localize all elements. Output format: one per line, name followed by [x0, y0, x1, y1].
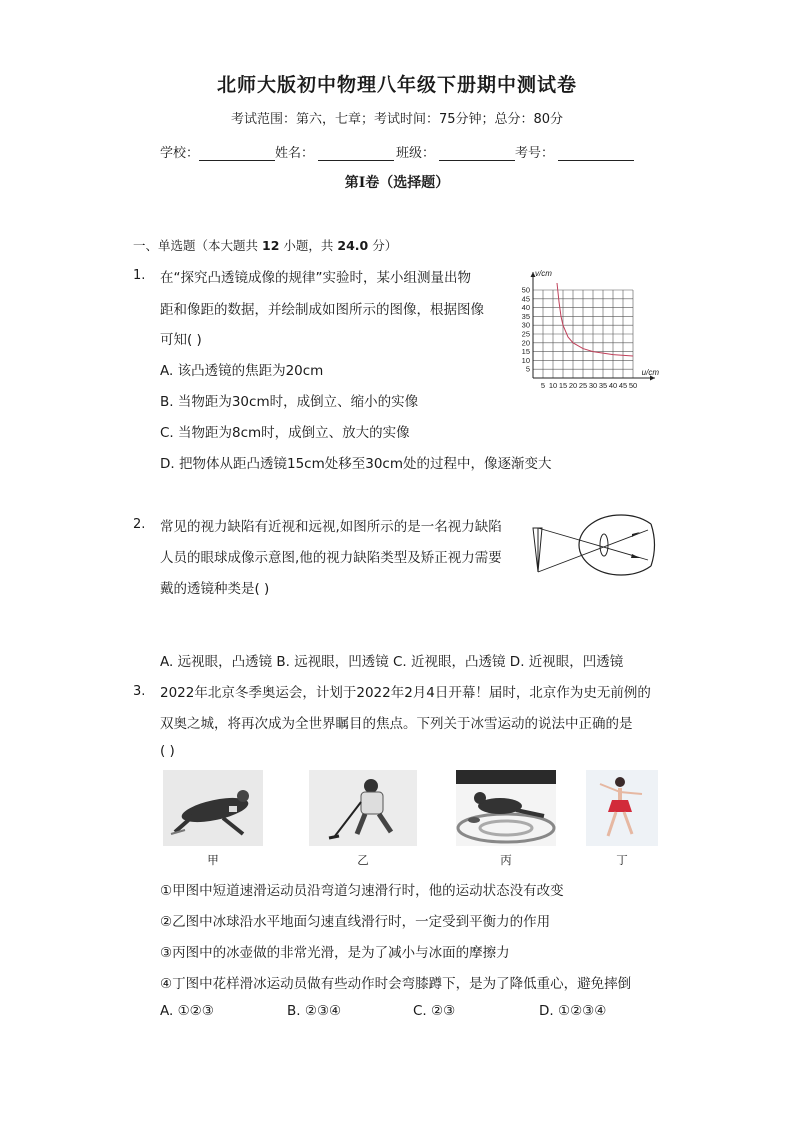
choice-c[interactable]: C. ②③: [413, 1003, 456, 1019]
eyeball-outline: [579, 515, 651, 575]
exam-info: 考试范围：第六，七章；考试时间：75分钟；总分：80分: [230, 112, 564, 127]
name-field[interactable]: [318, 146, 394, 161]
choice-a[interactable]: A. ①②③: [160, 1003, 214, 1019]
x-tick-label: 50: [628, 381, 638, 390]
option-c[interactable]: C. 当物距为8cm时，成倒立、放大的实像: [160, 425, 410, 441]
x-tick-label: 35: [598, 381, 608, 390]
question-number: 3.: [133, 684, 146, 699]
light-ray: [538, 530, 648, 572]
lens-image-chart: [505, 262, 665, 402]
image-caption: 丙: [500, 853, 512, 867]
question-text-line: 人员的眼球成像示意图,他的视力缺陷类型及矫正视力需要: [160, 550, 502, 566]
option-d[interactable]: D. 把物体从距凸透镜15cm处移至30cm处的过程中，像逐渐变大: [160, 456, 552, 472]
section-count: 12: [262, 238, 280, 253]
statement: ②乙图中冰球沿水平地面匀速直线滑行时，一定受到平衡力的作用: [160, 914, 551, 930]
question-text-line: 戴的透镜种类是( ): [160, 581, 270, 597]
option-a[interactable]: A. 该凸透镜的焦距为20cm: [160, 363, 324, 379]
image-caption: 甲: [207, 853, 219, 867]
question-text-line: 可知( ): [160, 332, 202, 348]
x-tick-label: 25: [578, 381, 588, 390]
y-tick-label: 50: [521, 285, 530, 295]
x-tick-label: 15: [558, 381, 568, 390]
curling-photo: [456, 770, 556, 846]
statement: ④丁图中花样滑冰运动员做有些动作时会弯膝蹲下，是为了降低重心，避免摔倒: [160, 976, 632, 992]
speed-skater-photo: [163, 770, 263, 846]
x-axis-label: u/cm: [641, 368, 659, 377]
section-mid: 小题，共: [283, 238, 334, 253]
y-axis-label: v/cm: [535, 269, 552, 278]
volume-title: 第I卷（选择题）: [344, 175, 450, 191]
x-tick-label: 40: [608, 381, 618, 390]
answer-options-line[interactable]: A. 远视眼，凸透镜 B. 远视眼，凹透镜 C. 近视眼，凸透镜 D. 近视眼，凹透镜: [160, 654, 624, 670]
y-tick-label: 15: [521, 347, 530, 357]
page-title: 北师大版初中物理八年级下册期中测试卷: [216, 74, 577, 96]
image-caption: 丁: [616, 853, 628, 867]
student-info-line: [160, 142, 634, 161]
x-tick-label: 20: [568, 381, 578, 390]
y-tick-label: 30: [521, 320, 530, 330]
option-b[interactable]: B. 当物距为30cm时，成倒立、缩小的实像: [160, 394, 419, 410]
ice-hockey-photo: [309, 770, 417, 846]
question-text-line: 双奥之城，将再次成为全世界瞩目的焦点。下列关于冰雪运动的说法中正确的是: [160, 716, 633, 732]
question-text-line: ( ): [160, 743, 175, 759]
ray-arrowhead: [631, 554, 640, 558]
class-field[interactable]: [439, 146, 515, 161]
question-number: 2.: [133, 517, 146, 532]
question-text-line: 在“探究凸透镜成像的规律”实验时，某小组测量出物: [160, 270, 471, 286]
eye-lens: [600, 534, 608, 556]
statement: ①甲图中短道速滑运动员沿弯道匀速滑行时，他的运动状态没有改变: [160, 883, 564, 899]
image-caption: 乙: [357, 853, 369, 867]
section-heading: [133, 236, 397, 254]
section-score: 24.0: [337, 238, 369, 253]
eye-diagram: [528, 512, 664, 578]
name-label: 姓名：: [275, 146, 315, 161]
choice-b[interactable]: B. ②③④: [287, 1003, 342, 1019]
y-tick-label: 40: [521, 303, 530, 313]
x-tick-label: 5: [540, 381, 546, 390]
class-label: 班级：: [396, 146, 436, 161]
school-field[interactable]: [199, 146, 275, 161]
x-tick-label: 45: [618, 381, 628, 390]
number-field[interactable]: [558, 146, 634, 161]
y-tick-label: 10: [521, 355, 530, 365]
y-tick-label: 35: [521, 311, 530, 321]
question-text-line: 常见的视力缺陷有近视和远视,如图所示的是一名视力缺陷: [160, 519, 502, 535]
y-tick-label: 20: [521, 338, 530, 348]
x-tick-label: 30: [588, 381, 598, 390]
x-tick-label: 10: [548, 381, 558, 390]
section-end: 分）: [372, 238, 398, 253]
ray-arrowhead: [632, 532, 640, 537]
statement: ③丙图中的冰壶做的非常光滑，是为了减小与冰面的摩擦力: [160, 945, 510, 961]
retina-curve: [651, 524, 655, 566]
section-label: 一、单选题（本大题共: [133, 238, 259, 253]
y-tick-label: 25: [521, 329, 530, 339]
question-text-line: 距和像距的数据，并绘制成如图所示的图像，根据图像: [160, 302, 484, 318]
y-tick-label: 45: [521, 294, 530, 304]
choice-d[interactable]: D. ①②③④: [539, 1003, 607, 1019]
question-text-line: 2022年北京冬季奥运会，计划于2022年2月4日开幕！届时，北京作为史无前例的: [160, 685, 651, 701]
figure-skater-photo: [586, 770, 658, 846]
y-tick-label: 5: [525, 364, 530, 374]
light-ray: [538, 528, 648, 560]
number-label: 考号：: [515, 146, 555, 161]
series-curve: [557, 283, 633, 356]
question-number: 1.: [133, 268, 146, 283]
school-label: 学校：: [160, 146, 200, 161]
